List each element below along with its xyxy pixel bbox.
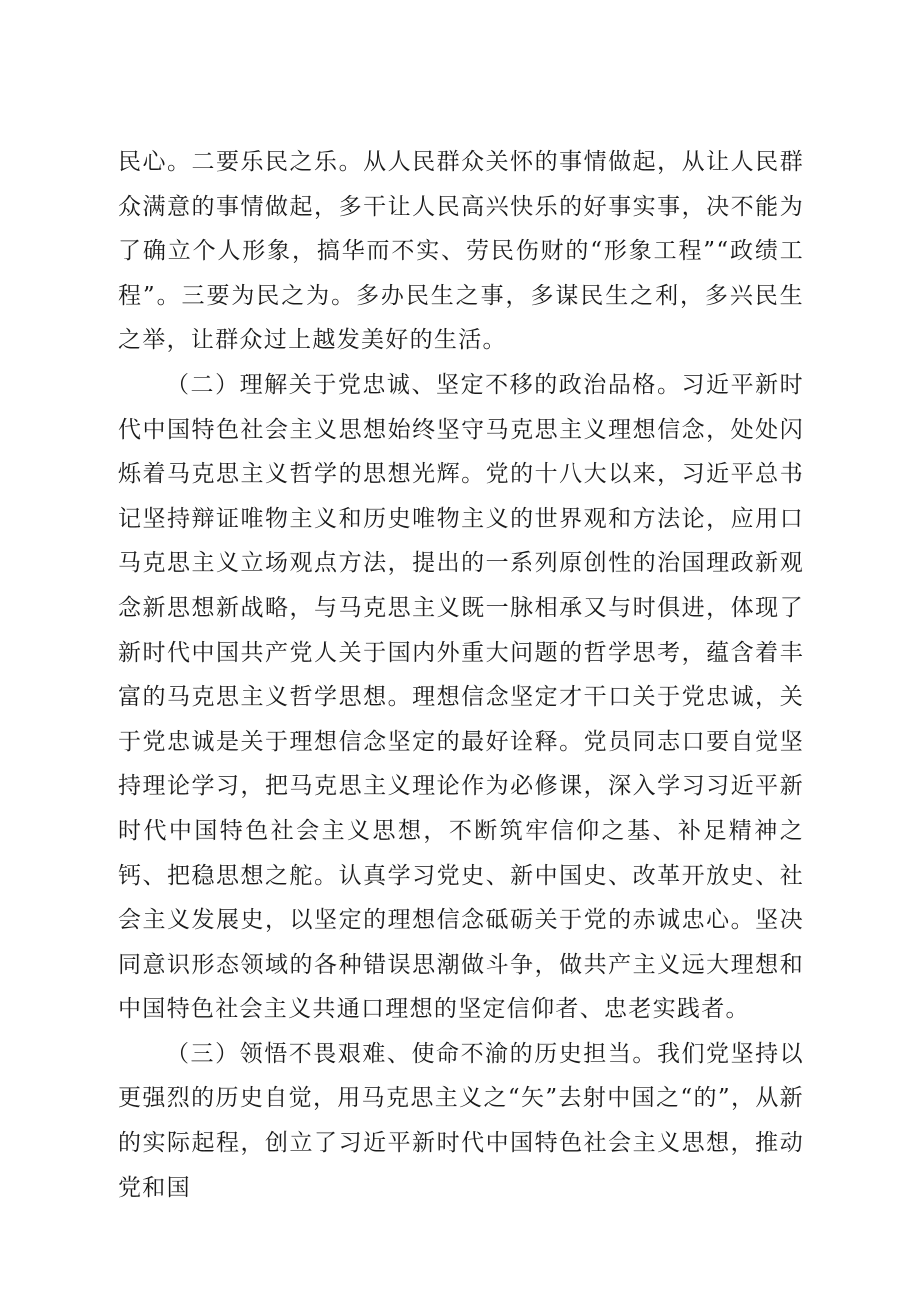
- paragraph-continuation: 民心。二要乐民之乐。从人民群众关怀的事情做起，从让人民群众满意的事情做起，多干让人民高兴快乐的好事实事，决不能为了确立个人形象，搞华而不实、劳民伤财的“形象工程”“政绩工程”。三要为民之为。多办民生之事，多谋民生之利，多兴民生之举，让群众过上越发美好的生活。: [118, 149, 804, 354]
- document-body: [118, 140, 804, 1210]
- paragraph-section-three: （三）领悟不畏艰难、使命不渝的历史担当。我们党坚持以更强烈的历史自觉，用马克思主义之“矢”去射中国之“的”，从新的实际起程，创立了习近平新时代中国特色社会主义思想，推动党和国: [118, 1040, 804, 1201]
- paragraph-section-two: （二）理解关于党忠诚、坚定不移的政治品格。习近平新时代中国特色社会主义思想始终坚守马克思主义理想信念，处处闪烁着马克思主义哲学的思想光辉。党的十八大以来，习近平总书记坚持辩证唯物主义和历史唯物主义的世界观和方法论，应用口马克思主义立场观点方法，提出的一系列原创性的治国理政新观念新思想新战略，与马克思主义既一脉相承又与时俱进，体现了新时代中国共产党人关于国内外重大问题的哲学思考，蕴含着丰富的马克思主义哲学思想。理想信念坚定才干口关于党忠诚，关于党忠诚是关于理想信念坚定的最好诠释。党员同志口要自觉坚持理论学习，把马克思主义理论作为必修课，深入学习习近平新时代中国特色社会主义思想，不断筑牢信仰之基、补足精神之钙、把稳思想之舵。认真学习党史、新中国史、改革开放史、社会主义发展史，以坚定的理想信念砥砺关于党的赤诚忠心。坚决同意识形态领域的各种错误思潮做斗争，做共产主义远大理想和中国特色社会主义共通口理想的坚定信仰者、忠老实践者。: [118, 371, 804, 1023]
